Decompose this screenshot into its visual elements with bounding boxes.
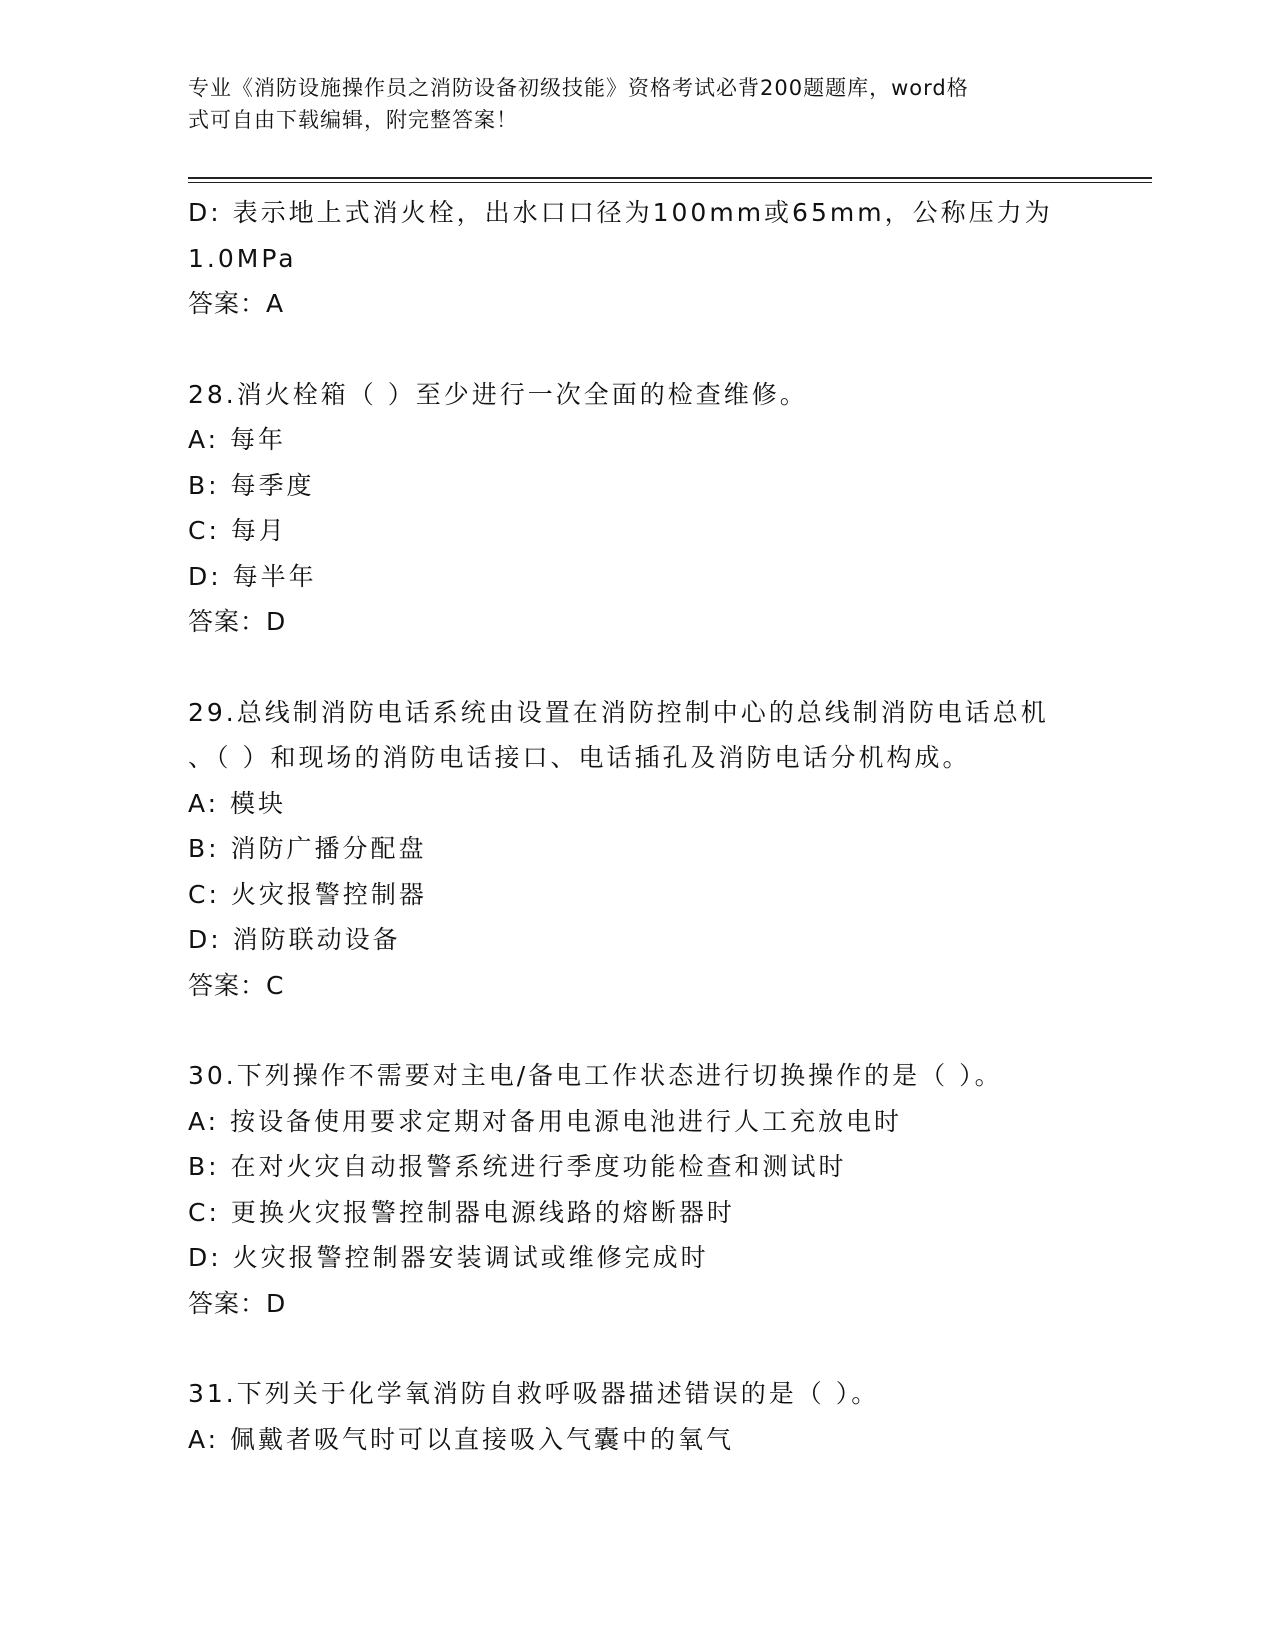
question-stem: 29.总线制消防电话系统由设置在消防控制中心的总线制消防电话总机	[188, 697, 1049, 727]
option-d-continued: D: 表示地上式消火栓，出水口口径为100mm或65mm，公称压力为	[188, 198, 1053, 227]
question-content	[188, 190, 1088, 1462]
option-a: A: 模块	[188, 788, 287, 818]
question-stem: 28.消火栓箱（ ）至少进行一次全面的检查维修。	[188, 379, 808, 409]
document-header	[188, 72, 1068, 136]
header-line-2: 式可自由下载编辑，附完整答案！	[188, 108, 518, 132]
option-b: B: 每季度	[188, 470, 315, 500]
answer-line: 答案：C	[188, 970, 285, 1000]
option-c: C: 更换火灾报警控制器电源线路的熔断器时	[188, 1197, 735, 1227]
option-d: D: 每半年	[188, 561, 317, 591]
question-block	[188, 1053, 1088, 1326]
header-line-1: 专业《消防设施操作员之消防设备初级技能》资格考试必背200题题库，word格	[188, 76, 969, 100]
question-stem-wrap: 、（ ）和现场的消防电话接口、电话插孔及消防电话分机构成。	[188, 743, 971, 772]
option-a: A: 每年	[188, 425, 287, 454]
option-d: D: 火灾报警控制器安装调试或维修完成时	[188, 1243, 709, 1272]
header-divider-thick	[188, 177, 1152, 179]
option-d: D: 消防联动设备	[188, 925, 401, 954]
question-block	[188, 372, 1088, 645]
answer-line: 答案：D	[188, 1288, 287, 1318]
question-block	[188, 690, 1088, 1009]
option-c: C: 火灾报警控制器	[188, 879, 427, 909]
option-b: B: 在对火灾自动报警系统进行季度功能检查和测试时	[188, 1152, 847, 1181]
header-divider-thin	[188, 182, 1152, 183]
option-d-continued-wrap: 1.0MPa	[188, 243, 297, 273]
question-stem: 30.下列操作不需要对主电/备电工作状态进行切换操作的是（ ）。	[188, 1061, 1003, 1090]
option-b: B: 消防广播分配盘	[188, 834, 427, 863]
option-c: C: 每月	[188, 516, 287, 545]
answer-line: 答案：D	[188, 607, 287, 636]
option-a: A: 按设备使用要求定期对备用电源电池进行人工充放电时	[188, 1106, 903, 1136]
question-stem: 31.下列关于化学氧消防自救呼吸器描述错误的是（ ）。	[188, 1379, 880, 1408]
question-block	[188, 1371, 1088, 1462]
option-a: A: 佩戴者吸气时可以直接吸入气囊中的氧气	[188, 1424, 735, 1454]
answer-line: 答案：A	[188, 289, 285, 318]
